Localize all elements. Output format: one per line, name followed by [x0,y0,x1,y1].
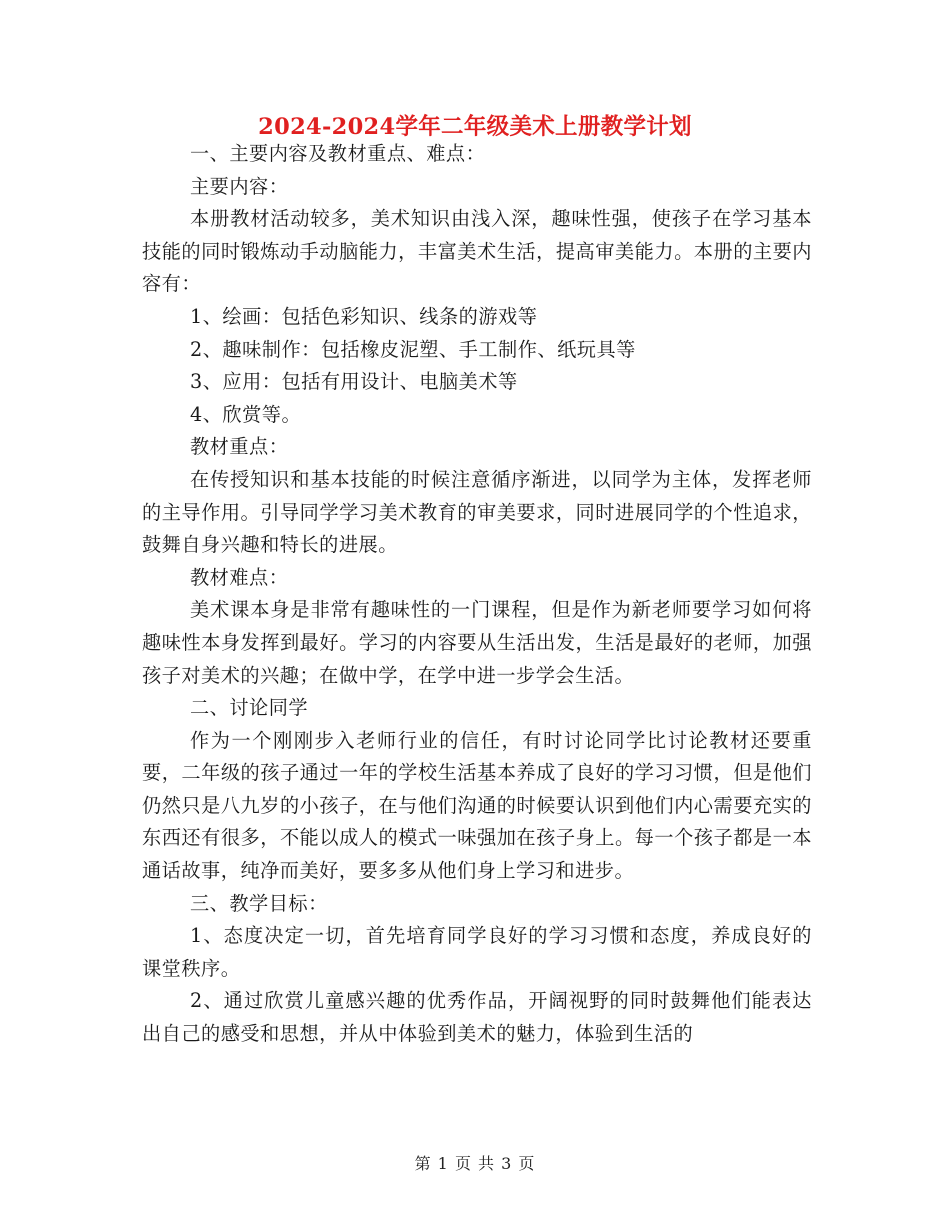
paragraph: 作为一个刚刚步入老师行业的信任，有时讨论同学比讨论教材还要重要，二年级的孩子通过一年的学校生活基本养成了良好的学习习惯，但是他们仍然只是八九岁的小孩子，在与他们沟通的时候要认识到他们内心需要充实的东西还有很多，不能以成人的模式一味强加在孩子身上。每一个孩子都是一本通话故事，纯净而美好，要多多从他们身上学习和进步。 [142,728,812,883]
paragraph: 本册教材活动较多，美术知识由浅入深，趣味性强，使孩子在学习基本技能的同时锻炼动手动脑能力，丰富美术生活，提高审美能力。本册的主要内容有： [142,207,812,296]
section-heading: 一、主要内容及教材重点、难点： [190,142,486,165]
list-item: 2、趣味制作：包括橡皮泥塑、手工制作、纸玩具等 [190,337,636,361]
list-item: 3、应用：包括有用设计、电脑美术等 [190,370,518,394]
subheading: 主要内容： [190,174,289,198]
list-item: 2、通过欣赏儿童感兴趣的优秀作品，开阔视野的同时鼓舞他们能表达出自己的感受和思想，并从中体验到美术的魅力，体验到生活的 [142,989,812,1046]
list-item: 4、欣赏等。 [190,402,302,426]
paragraph: 在传授知识和基本技能的时候注意循序渐进，以同学为主体，发挥老师的主导作用。引导同学学习美术教育的审美要求，同时进展同学的个性追求，鼓舞自身兴趣和特长的进展。 [142,467,812,557]
paragraph: 美术课本身是非常有趣味性的一门课程，但是作为新老师要学习如何将趣味性本身发挥到最好。学习的内容要从生活出发，生活是最好的老师，加强孩子对美术的兴趣；在做中学，在学中进一步学会生活。 [142,598,812,687]
section-heading: 三、教学目标： [190,891,328,915]
page-footer: 第 1 页 共 3 页 [414,1154,536,1173]
subheading: 教材难点： [190,565,289,589]
list-item: 1、绘画：包括色彩知识、线条的游戏等 [190,304,538,328]
document-body [142,138,812,1051]
document-title: 2024-2024学年二年级美术上册教学计划 [258,114,692,140]
list-item: 1、态度决定一切，首先培育同学良好的学习习惯和态度，养成良好的课堂秩序。 [142,924,812,980]
subheading: 教材重点： [190,435,289,459]
section-heading: 二、讨论同学 [190,696,309,720]
